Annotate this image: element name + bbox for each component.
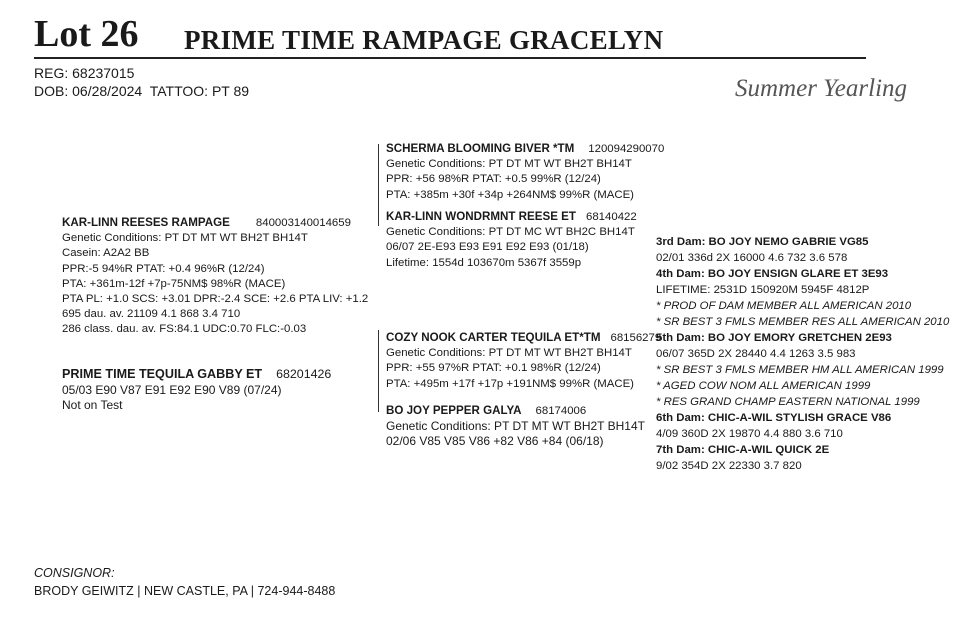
dam-reg: 68201426 [276,367,332,381]
maternal-line [656,234,949,474]
ancestor-dam-record: * RES GRAND CHAMP EASTERN NATIONAL 1999 [656,396,920,408]
ancestor-dam-record: 02/01 336d 2X 16000 4.6 732 3.6 578 [656,252,848,264]
ancestor-dam-name: 3rd Dam: BO JOY NEMO GABRIE VG85 [656,236,869,248]
tattoo: TATTOO: PT 89 [149,83,250,99]
ancestor-dam-record: * PROD OF DAM MEMBER ALL AMERICAN 2010 [656,300,912,312]
ancestor-dam-name: 7th Dam: CHIC-A-WIL QUICK 2E [656,444,830,456]
sire-line: PTA PL: +1.0 SCS: +3.01 DPR:-2.4 SCE: +2.6 PTA LIV: +1.2 [62,293,369,306]
sire-dam-line: Lifetime: 1554d 103670m 5367f 3559p [386,256,582,269]
birth-date-tattoo [34,82,249,100]
dam-sire-name: COZY NOOK CARTER TEQUILA ET*TM [386,331,601,344]
horse-name: PRIME TIME RAMPAGE GRACELYN [184,25,664,55]
header-rule [34,57,866,59]
ancestor-dam-record: * SR BEST 3 FMLS MEMBER RES ALL AMERICAN 2010 [656,316,950,328]
ancestor-dam-name: 5th Dam: BO JOY EMORY GRETCHEN 2E93 [656,332,892,344]
ancestor-dam-record: * AGED COW NOM ALL AMERICAN 1999 [656,380,871,392]
category-label: Summer Yearling [735,75,908,102]
separator: | [137,584,141,598]
dam-name: PRIME TIME TEQUILA GABBY ET [62,367,263,381]
sire-line: PTA: +361m-12f +7p-75NM$ 98%R (MACE) [62,277,286,290]
dam-dam-reg: 68174006 [535,405,587,417]
dam-sire-line: PPR: +55 97%R PTAT: +0.1 98%R (12/24) [386,362,601,375]
dam-sire-line: PTA: +495m +17f +17p +191NM$ 99%R (MACE) [386,377,634,390]
dob: DOB: 06/28/2024 [34,83,143,99]
dam-dam-name: BO JOY PEPPER GALYA [386,404,522,417]
sire-line: Genetic Conditions: PT DT MT WT BH2T BH14T [62,232,308,245]
consignor-label: CONSIGNOR: [34,566,115,580]
dam-sire-block [386,330,661,392]
sire-line: Casein: A2A2 BB [62,247,150,260]
sire-line: 286 class. dau. av. FS:84.1 UDC:0.70 FLC:-0.03 [62,323,307,336]
lot-number: Lot 26 [34,13,139,55]
sire-sire-block [386,141,664,203]
dam-block [62,367,331,414]
sire-sire-line: Genetic Conditions: PT DT MT WT BH2T BH14T [386,158,632,171]
sire-line: 695 dau. av. 21109 4.1 868 3.4 710 [62,308,241,321]
sire-bracket-line [378,144,379,226]
sire-block [62,215,368,338]
sire-dam-name: KAR-LINN WONDRMNT REESE ET [386,210,577,223]
sire-sire-line: PTA: +385m +30f +34p +264NM$ 99%R (MACE) [386,188,634,201]
sire-sire-reg: 120094290070 [588,143,665,155]
ancestor-dam-name: 4th Dam: BO JOY ENSIGN GLARE ET 3E93 [656,268,889,280]
dam-dam-block [386,403,645,450]
ancestor-dam-record: 4/09 360D 2X 19870 4.4 880 3.6 710 [656,428,843,440]
dam-sire-line: Genetic Conditions: PT DT MT WT BH2T BH14T [386,347,632,360]
ancestor-dam-record: 9/02 354D 2X 22330 3.7 820 [656,460,802,472]
dam-bracket-line [378,330,379,412]
sire-sire-name: SCHERMA BLOOMING BIVER *TM [386,142,575,155]
sire-dam-line: 06/07 2E-E93 E93 E91 E92 E93 (01/18) [386,241,589,254]
dam-line: 05/03 E90 V87 E91 E92 E90 V89 (07/24) [62,383,282,398]
dam-dam-line: 02/06 V85 V85 V86 +82 V86 +84 (06/18) [386,434,604,449]
sire-dam-line: Genetic Conditions: PT DT MC WT BH2C BH14T [386,226,635,239]
consignor-info [34,584,335,598]
ancestor-dam-name: 6th Dam: CHIC-A-WIL STYLISH GRACE V86 [656,412,892,424]
consignor-location: NEW CASTLE, PA [144,584,248,598]
ancestor-dam-record: * SR BEST 3 FMLS MEMBER HM ALL AMERICAN 1999 [656,364,944,376]
sire-dam-reg: 68140422 [586,211,637,223]
sire-name: KAR-LINN REESES RAMPAGE [62,216,230,229]
dam-dam-line: Genetic Conditions: PT DT MT WT BH2T BH14T [386,419,645,434]
ancestor-dam-record: LIFETIME: 2531D 150920M 5945F 4812P [656,284,870,296]
dam-line: Not on Test [62,398,123,413]
dam-sire-reg: 68156279 [610,332,662,344]
sire-sire-line: PPR: +56 98%R PTAT: +0.5 99%R (12/24) [386,173,601,186]
consignor-phone: 724-944-8488 [257,584,336,598]
sire-reg: 840003140014659 [255,217,351,229]
sire-dam-block [386,209,637,271]
separator: | [250,584,254,598]
ancestor-dam-record: 06/07 365D 2X 28440 4.4 1263 3.5 983 [656,348,856,360]
sire-line: PPR:-5 94%R PTAT: +0.4 96%R (12/24) [62,262,265,275]
registration: REG: 68237015 [34,65,135,81]
consignor-name: BRODY GEIWITZ [34,584,134,598]
